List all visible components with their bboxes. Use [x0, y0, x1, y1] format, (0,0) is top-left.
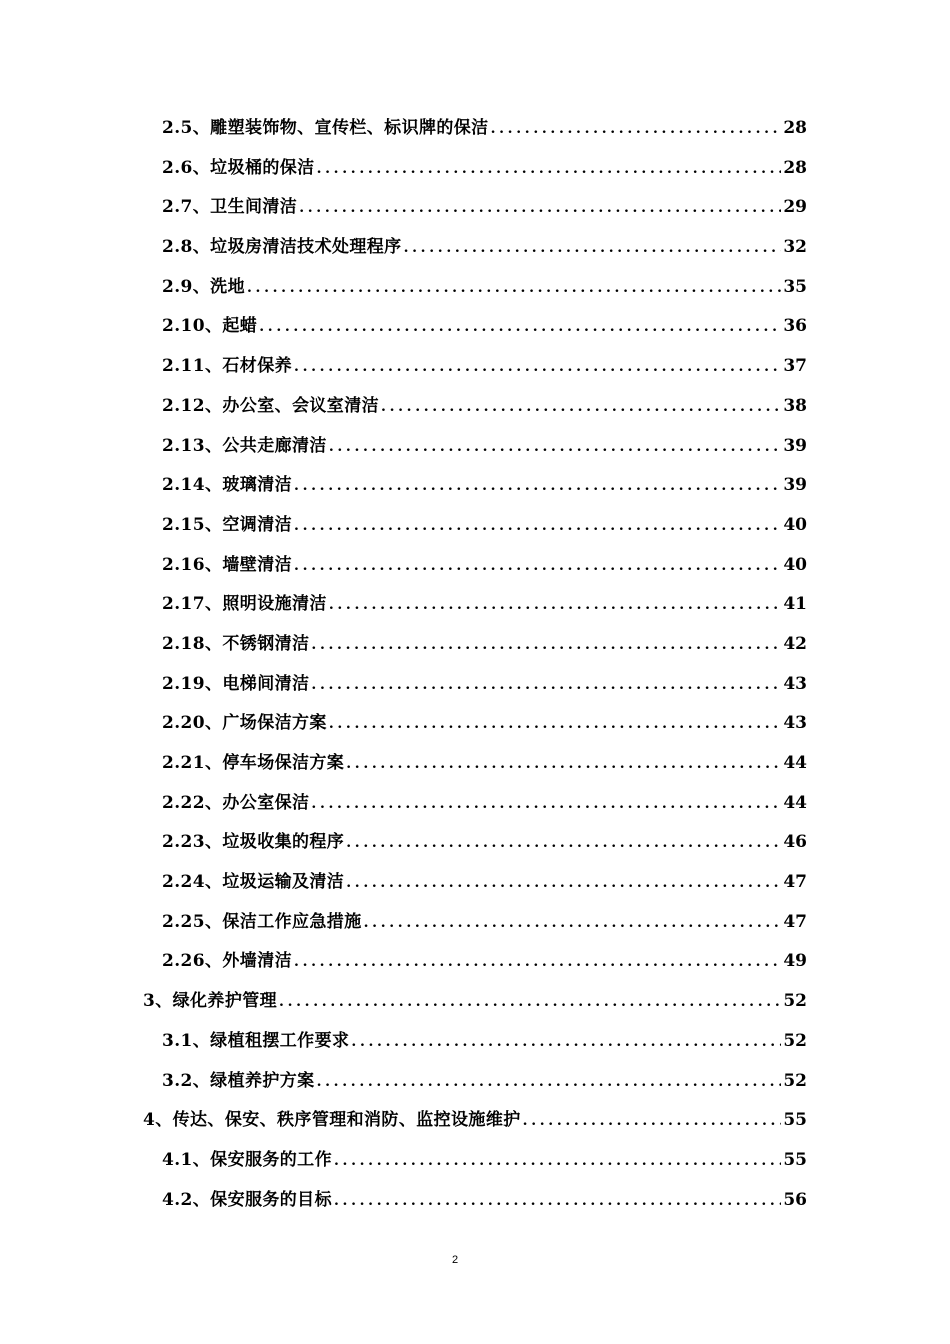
toc-dot-leader: [259, 308, 781, 348]
toc-entry-title: 2.14、玻璃清洁: [162, 475, 293, 496]
toc-dot-leader: [311, 785, 781, 825]
toc-entry[interactable]: [0, 1022, 950, 1062]
toc-entry-title: 3、绿化养护管理: [143, 991, 278, 1012]
toc-entry-page-number: 28: [783, 118, 807, 138]
toc-entry-page-number: 49: [783, 951, 807, 972]
toc-dot-leader: [404, 229, 782, 269]
toc-dot-leader: [294, 507, 781, 547]
toc-dot-leader: [311, 626, 781, 666]
toc-entry[interactable]: [0, 506, 950, 546]
toc-entry[interactable]: [0, 149, 950, 189]
toc-entry[interactable]: [0, 744, 950, 784]
toc-dot-leader: [351, 1023, 781, 1063]
toc-entry-page-number: 42: [783, 633, 807, 654]
toc-entry[interactable]: [0, 1101, 950, 1141]
toc-entry-page-number: 36: [783, 316, 807, 337]
toc-dot-leader: [334, 1182, 781, 1222]
toc-entry-title: 2.10、起蜡: [162, 316, 258, 337]
toc-dot-leader: [329, 705, 782, 745]
toc-entry-page-number: 55: [783, 1110, 807, 1131]
toc-dot-leader: [311, 666, 781, 706]
toc-dot-leader: [346, 824, 781, 864]
toc-entry[interactable]: [0, 784, 950, 824]
toc-entry-page-number: 29: [783, 197, 807, 218]
toc-entry[interactable]: [0, 546, 950, 586]
toc-entry-title: 2.15、空调清洁: [162, 514, 293, 535]
toc-entry[interactable]: [0, 942, 950, 982]
toc-entry-title: 2.25、保洁工作应急措施: [162, 911, 362, 932]
toc-entry[interactable]: [0, 228, 950, 268]
toc-dot-leader: [299, 189, 781, 229]
toc-dot-leader: [346, 745, 781, 785]
toc-entry-page-number: 44: [783, 753, 807, 773]
toc-entry-title: 2.9、洗地: [162, 276, 245, 297]
toc-entry-page-number: 52: [783, 1070, 807, 1091]
toc-entry[interactable]: [0, 625, 950, 665]
toc-entry[interactable]: [0, 863, 950, 903]
toc-entry-page-number: 52: [783, 1030, 807, 1051]
table-of-contents: [0, 109, 950, 1220]
toc-dot-leader: [294, 547, 781, 587]
toc-entry-title: 3.2、绿植养护方案: [162, 1070, 315, 1091]
toc-entry-title: 4.2、保安服务的目标: [162, 1189, 332, 1210]
page-number: 2: [451, 1254, 459, 1266]
toc-entry[interactable]: [0, 982, 950, 1022]
toc-entry-title: 2.16、墙壁清洁: [162, 554, 293, 575]
toc-entry-page-number: 52: [783, 991, 807, 1012]
toc-entry-title: 2.24、垃圾运输及清洁: [162, 872, 345, 893]
toc-entry-page-number: 32: [783, 237, 807, 258]
toc-dot-leader: [334, 1142, 781, 1182]
toc-entry-page-number: 47: [783, 872, 807, 893]
toc-entry-page-number: 56: [783, 1189, 807, 1210]
toc-entry-title: 2.20、广场保洁方案: [162, 713, 327, 734]
toc-entry-title: 2.7、卫生间清洁: [162, 197, 298, 218]
toc-entry[interactable]: [0, 268, 950, 308]
toc-entry-title: 2.12、办公室、会议室清洁: [162, 395, 380, 416]
toc-entry-page-number: 35: [783, 276, 807, 297]
toc-entry-page-number: 47: [783, 911, 807, 932]
toc-dot-leader: [294, 943, 781, 983]
toc-dot-leader: [247, 269, 781, 309]
toc-entry-title: 2.21、停车场保洁方案: [162, 753, 345, 773]
toc-entry-title: 2.13、公共走廊清洁: [162, 435, 327, 456]
toc-entry-title: 2.23、垃圾收集的程序: [162, 832, 345, 853]
toc-dot-leader: [294, 467, 781, 507]
toc-entry-page-number: 38: [783, 395, 807, 416]
toc-dot-leader: [491, 110, 782, 150]
toc-dot-leader: [329, 428, 782, 468]
toc-entry-page-number: 55: [783, 1149, 807, 1170]
toc-dot-leader: [279, 983, 781, 1023]
toc-entry-title: 2.11、石材保养: [162, 356, 293, 377]
toc-dot-leader: [381, 388, 781, 428]
toc-dot-leader: [523, 1102, 782, 1142]
toc-entry[interactable]: [0, 1181, 950, 1221]
toc-entry[interactable]: [0, 387, 950, 427]
toc-entry-title: 3.1、绿植租摆工作要求: [162, 1030, 350, 1051]
toc-dot-leader: [317, 150, 782, 190]
toc-entry-page-number: 39: [783, 475, 807, 496]
toc-entry[interactable]: [0, 427, 950, 467]
toc-entry-page-number: 41: [783, 594, 807, 615]
toc-entry-page-number: 43: [783, 673, 807, 694]
toc-entry[interactable]: [0, 585, 950, 625]
toc-entry-title: 2.18、不锈钢清洁: [162, 633, 310, 654]
toc-entry-page-number: 28: [783, 157, 807, 178]
toc-entry[interactable]: [0, 1141, 950, 1181]
toc-entry[interactable]: [0, 1062, 950, 1102]
toc-entry-title: 2.22、办公室保洁: [162, 792, 310, 813]
toc-entry-title: 2.6、垃圾桶的保洁: [162, 157, 315, 178]
toc-entry-title: 2.26、外墙清洁: [162, 951, 293, 972]
toc-entry-page-number: 46: [783, 832, 807, 853]
toc-entry-title: 2.5、雕塑装饰物、宣传栏、标识牌的保洁: [162, 118, 489, 138]
toc-entry[interactable]: [0, 307, 950, 347]
toc-entry-page-number: 39: [783, 435, 807, 456]
toc-entry[interactable]: [0, 109, 950, 149]
toc-entry[interactable]: [0, 823, 950, 863]
toc-entry[interactable]: [0, 347, 950, 387]
toc-entry[interactable]: [0, 188, 950, 228]
toc-dot-leader: [329, 586, 782, 626]
toc-entry-title: 2.19、电梯间清洁: [162, 673, 310, 694]
toc-dot-leader: [364, 904, 782, 944]
toc-entry-title: 4、传达、保安、秩序管理和消防、监控设施维护: [143, 1110, 521, 1131]
toc-dot-leader: [346, 864, 781, 904]
toc-entry-title: 2.8、垃圾房清洁技术处理程序: [162, 237, 402, 258]
toc-entry-page-number: 40: [783, 554, 807, 575]
toc-dot-leader: [294, 348, 781, 388]
toc-entry-page-number: 43: [783, 713, 807, 734]
toc-entry-page-number: 40: [783, 514, 807, 535]
toc-entry[interactable]: [0, 704, 950, 744]
toc-entry-title: 2.17、照明设施清洁: [162, 594, 327, 615]
toc-entry-page-number: 44: [783, 792, 807, 813]
toc-entry[interactable]: [0, 903, 950, 943]
toc-dot-leader: [317, 1063, 782, 1103]
toc-entry-title: 4.1、保安服务的工作: [162, 1149, 332, 1170]
toc-entry[interactable]: [0, 466, 950, 506]
toc-entry-page-number: 37: [783, 356, 807, 377]
toc-entry[interactable]: [0, 665, 950, 705]
